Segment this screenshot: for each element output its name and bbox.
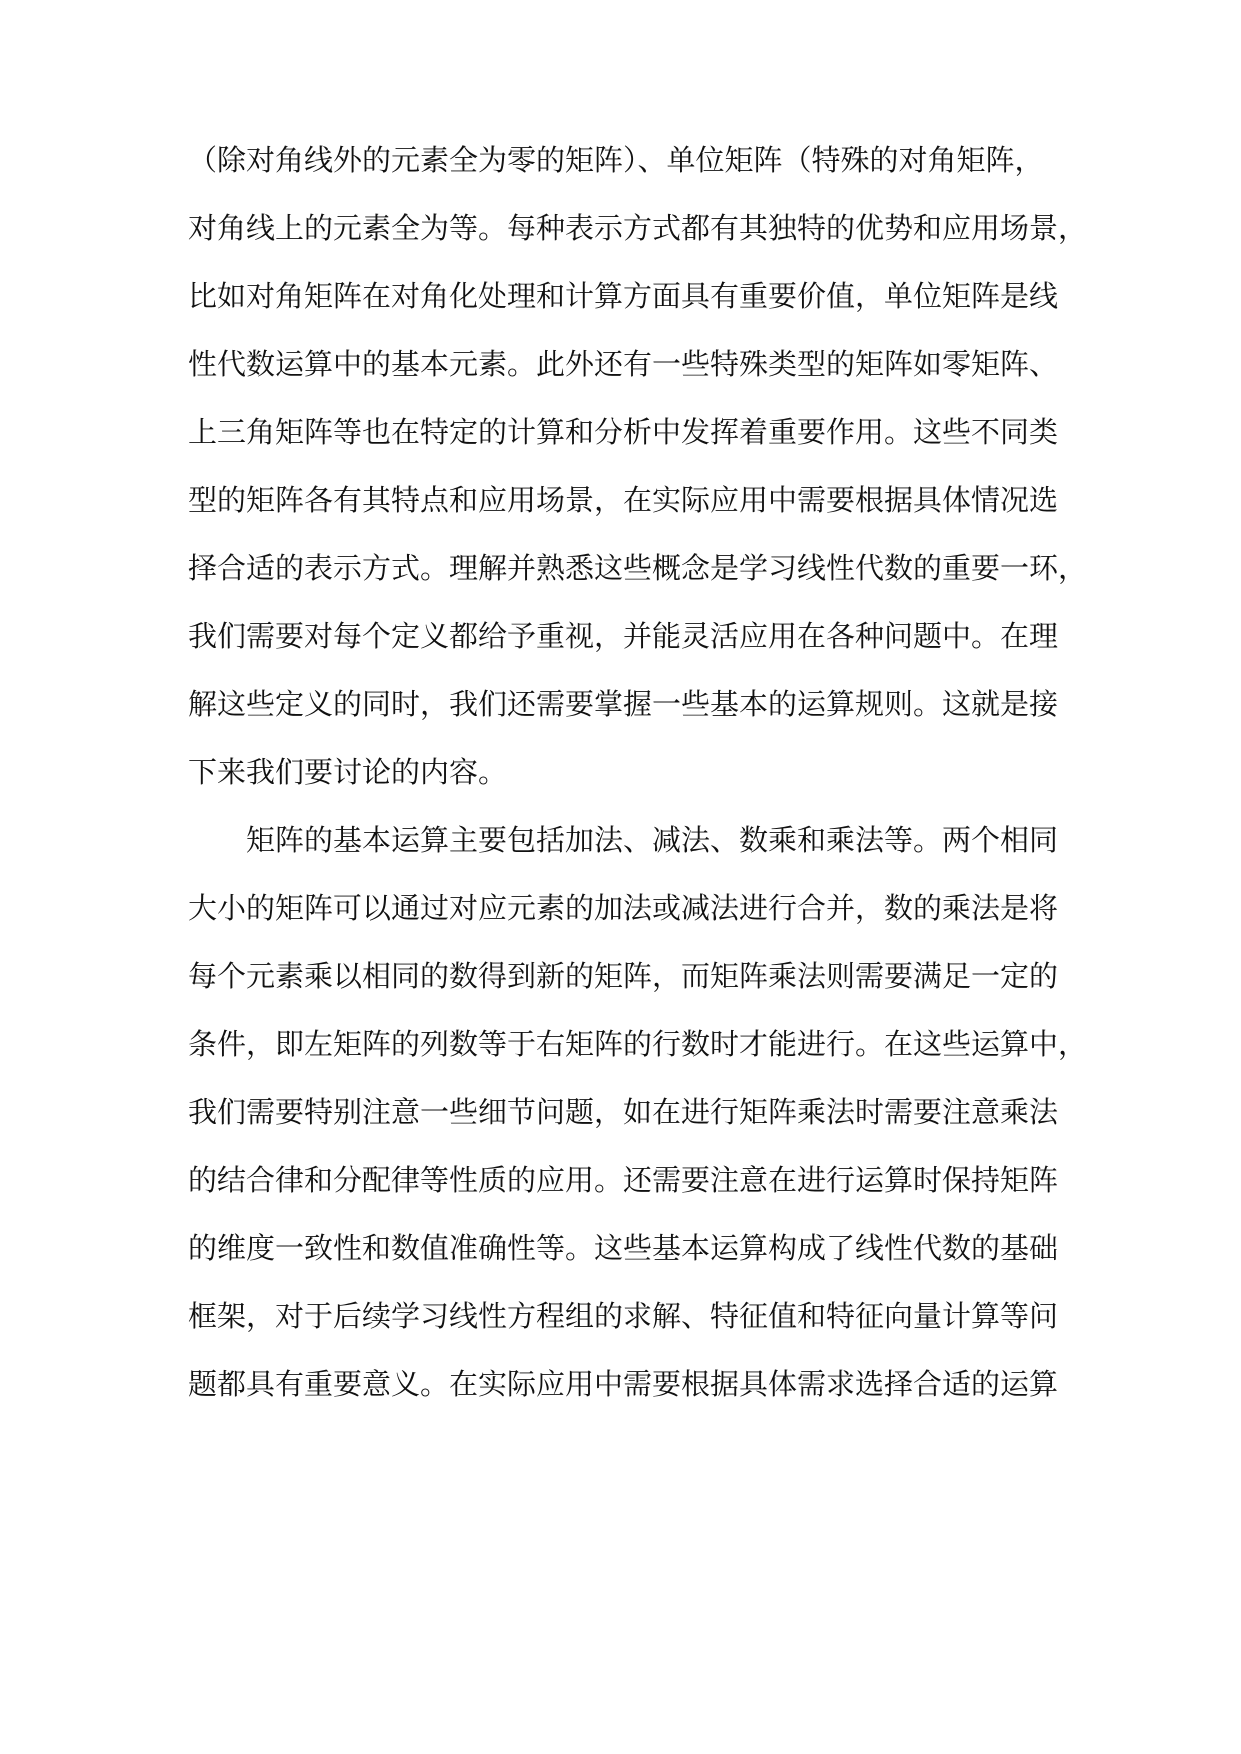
text-line-2: 对角线上的元素全为等。每种表示方式都有其独特的优势和应用场景， xyxy=(188,211,1088,245)
text-line-4: 性代数运算中的基本元素。此外还有一些特殊类型的矩阵如零矩阵、 xyxy=(188,347,1059,381)
text-line-16: 的结合律和分配律等性质的应用。还需要注意在进行运算时保持矩阵 xyxy=(188,1163,1059,1197)
text-line-14: 条件，即左矩阵的列数等于右矩阵的行数时才能进行。在这些运算中， xyxy=(188,1027,1088,1061)
text-line-1: （除对角线外的元素全为零的矩阵）、单位矩阵（特殊的对角矩阵， xyxy=(188,143,1044,177)
text-line-3: 比如对角矩阵在对角化处理和计算方面具有重要价值，单位矩阵是线 xyxy=(188,279,1059,313)
text-line-12: 大小的矩阵可以通过对应元素的加法或减法进行合并，数的乘法是将 xyxy=(188,891,1059,925)
text-line-18: 框架，对于后续学习线性方程组的求解、特征值和特征向量计算等问 xyxy=(188,1299,1059,1333)
text-line-7: 择合适的表示方式。理解并熟悉这些概念是学习线性代数的重要一环， xyxy=(188,551,1088,585)
text-line-11: 矩阵的基本运算主要包括加法、减法、数乘和乘法等。两个相同 xyxy=(188,823,1059,857)
text-line-6: 型的矩阵各有其特点和应用场景，在实际应用中需要根据具体情况选 xyxy=(188,483,1059,517)
text-line-19: 题都具有重要意义。在实际应用中需要根据具体需求选择合适的运算 xyxy=(188,1367,1059,1401)
text-line-8: 我们需要对每个定义都给予重视，并能灵活应用在各种问题中。在理 xyxy=(188,619,1059,653)
text-line-17: 的维度一致性和数值准确性等。这些基本运算构成了线性代数的基础 xyxy=(188,1231,1059,1265)
text-line-13: 每个元素乘以相同的数得到新的矩阵，而矩阵乘法则需要满足一定的 xyxy=(188,959,1059,993)
text-line-5: 上三角矩阵等也在特定的计算和分析中发挥着重要作用。这些不同类 xyxy=(188,415,1059,449)
text-line-15: 我们需要特别注意一些细节问题，如在进行矩阵乘法时需要注意乘法 xyxy=(188,1095,1059,1129)
body-text xyxy=(188,126,1088,1418)
text-line-9: 解这些定义的同时，我们还需要掌握一些基本的运算规则。这就是接 xyxy=(188,687,1059,721)
text-line-10: 下来我们要讨论的内容。 xyxy=(188,755,508,789)
